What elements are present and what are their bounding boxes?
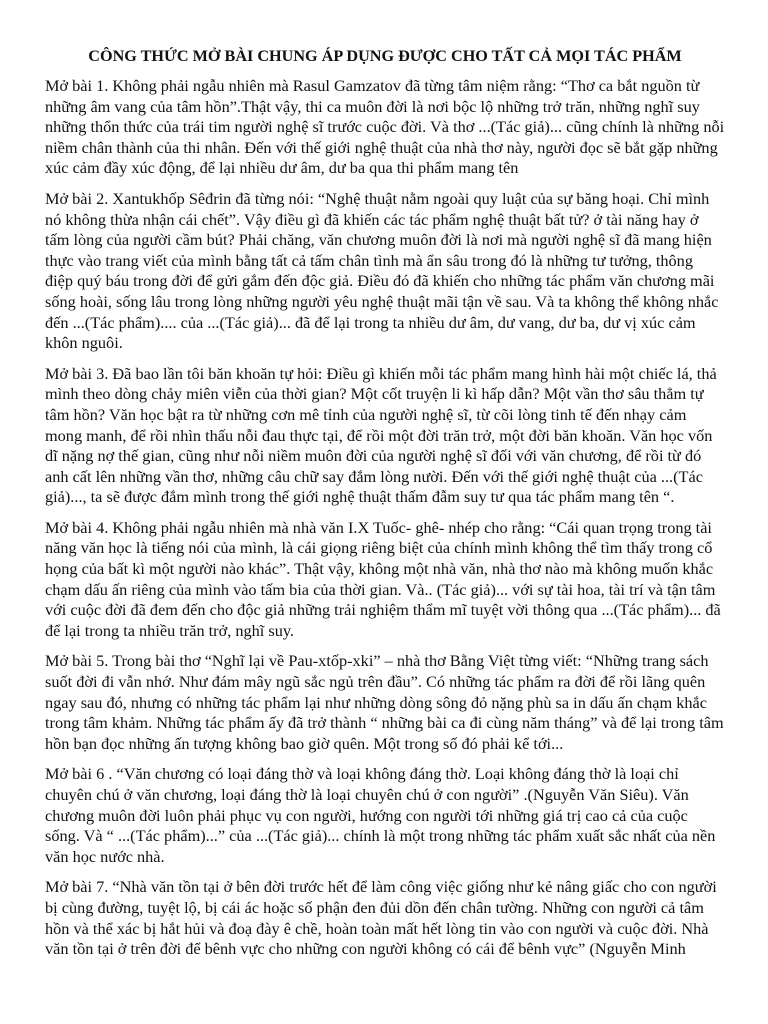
paragraph-mo-bai-6: Mở bài 6 . “Văn chương có loại đáng thờ và loại không đáng thờ. Loại không đáng thờ là loại chỉ chuyên chú ở văn chương, loại đáng thờ là loại chuyên chú ở con người” .(Nguyễn Văn Siêu). Văn chương muôn đời luôn phải phục vụ con người, hướng con người tới những giá trị cao cả của cuộc sống. Và “ ...(Tác phẩm)...” của ...(Tác giả)... chính là một trong những tác phẩm xuất sắc nhất của nền văn học nước nhà.	[45, 764, 716, 866]
paragraph-mo-bai-7: Mở bài 7. “Nhà văn tồn tại ở bên đời trước hết để làm công việc giống như kẻ nâng giấc cho con người bị cùng đường, tuyệt lộ, bị cái ác hoặc số phận đen đủi dồn đến chân tường. Những con người cả tâm hồn và thể xác bị hắt hủi và đoạ đày ê chề, hoàn toàn mất hết lòng tin vào con người và cuộc đời. Nhà văn tồn tại ở trên đời để bênh vực cho những con người không có cái để bênh vực” (Nguyễn Minh	[45, 877, 717, 959]
paragraph-mo-bai-1: Mở bài 1. Không phải ngẫu nhiên mà Rasul Gamzatov đã từng tâm niệm rằng: “Thơ ca bắt nguồn từ những âm vang của tâm hồn”.Thật vậy, thi ca muôn đời là nơi bộc lộ những trở trăn, những nghĩ suy những thổn thức của trái tim người nghệ sĩ trước cuộc đời. Và thơ ...(Tác giả)... cũng chính là những nỗi niềm chân thành của thi nhân. Đến với thế giới nghệ thuật của nhà thơ này, người đọc sẽ bắt gặp những xúc cảm đầy xúc động, để lại nhiều dư âm, dư ba qua thi phẩm mang tên	[45, 76, 725, 178]
paragraph-mo-bai-4: Mở bài 4. Không phải ngẫu nhiên mà nhà văn I.X Tuốc- ghê- nhép cho rằng: “Cái quan trọng trong tài năng văn học là tiếng nói của mình, là cái giọng riêng biệt của chính mình không thể tìm thấy trong cổ họng của bất kì một người nào khác”. Thật vậy, không một nhà văn, nhà thơ nào mà không muốn khắc chạm dấu ấn riêng của mình vào tấm bia của thời gian. Và.. (Tác giả)... với sự tài hoa, tài trí và tận tâm với cuộc đời đã đem đến cho độc giả những trải nghiệm thẩm mĩ tuyệt vời thông qua ...(Tác phẩm)... đã để lại trong ta nhiều trăn trở, nghĩ suy.	[45, 517, 721, 640]
document-page	[45, 40, 725, 970]
paragraph-mo-bai-3: Mở bài 3. Đã bao lần tôi băn khoăn tự hỏi: Điều gì khiến mỗi tác phẩm mang hình hài một chiếc lá, thả mình theo dòng chảy miên viễn của thời gian? Một cốt truyện li kì hấp dẫn? Một vần thơ sâu thẳm tự tâm hồn? Văn học bật ra từ những cơn mê tỉnh của người nghệ sĩ, từ cõi lòng tinh tế đến nhạy cảm mong manh, để rồi nhìn thấu nỗi đau thực tại, để rồi một đời trăn trở, một đời băn khoăn. Văn học vốn dĩ nặng nợ thế gian, cũng như nỗi niềm muôn đời của người nghệ sĩ đối với văn chương, để rồi từ đó anh cất lên những vần thơ, những câu chữ say đắm lòng nười. Đến với thế giới nghệ thuật của ...(Tác giả)..., ta sẽ được đắm mình trong thế giới nghệ thuật thấm đẫm suy tư qua tác phẩm mang tên “.	[45, 363, 717, 507]
paragraph-mo-bai-2: Mở bài 2. Xantukhốp Sêđrin đã từng nói: “Nghệ thuật nằm ngoài quy luật của sự băng hoại. Chỉ mình nó không thừa nhận cái chết”. Vậy điều gì đã khiến các tác phẩm nghệ thuật bất tử? ở tài năng hay ở tấm lòng của người cầm bút? Phải chăng, văn chương muôn đời là nơi mà người nghệ sĩ đã mang hiện thực vào trang viết của mình bằng tất cả tấm chân tình mà ẩn sâu trong đó là những tư tưởng, thông điệp quý báu trong đời để gửi gắm đến độc giả. Điều đó đã khiến cho những tác phẩm văn chương mãi sống hoài, sống lâu trong lòng những người yêu nghệ thuật mãi tận về sau. Và ta không thể không nhắc đến ...(Tác phẩm).... của ...(Tác giả)... đã để lại trong ta nhiều dư âm, dư vang, dư ba, dư vị xúc cảm khôn nguôi.	[45, 188, 719, 353]
paragraph-mo-bai-5: Mở bài 5. Trong bài thơ “Nghĩ lại về Pau-xtốp-xki” – nhà thơ Bằng Việt từng viết: “Những trang sách suốt đời đi vẫn nhớ. Như đám mây ngũ sắc ngủ trên đầu”. Có những tác phẩm ra đời để rồi lãng quên ngay sau đó, nhưng có những tác phẩm lại như những dòng sông đỏ nặng phù sa in dấu ấn chạm khắc trong tâm khảm. Những tác phẩm ấy đã trở thành “ những bài ca đi cùng năm tháng” và để lại trong tâm hồn bạn đọc những ấn tượng không bao giờ quên. Một trong số đó phải kể tới...	[45, 651, 724, 753]
document-title: CÔNG THỨC MỞ BÀI CHUNG ÁP DỤNG ĐƯỢC CHO TẤT CẢ MỌI TÁC PHẨM	[88, 47, 682, 65]
